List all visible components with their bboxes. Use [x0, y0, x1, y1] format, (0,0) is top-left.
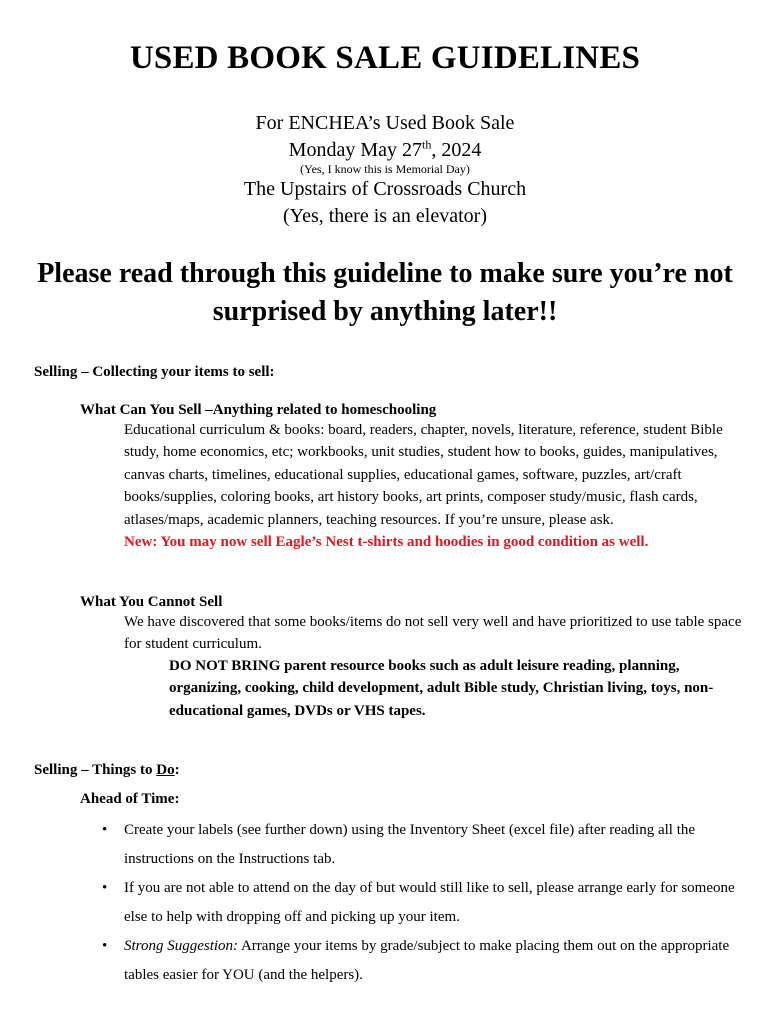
can-sell-heading: What Can You Sell –Anything related to homeschooling	[80, 402, 437, 418]
can-sell-body: Educational curriculum & books: board, readers, chapter, novels, literature, reference, student Bible study, home economics, etc; workbooks, unit studies, student how to books, guides, manipulatives, canvas charts, timelines, educational supplies, educational games, software, puzzles, art/craft books/supplies, coloring books, art history books, art prints, composer study/music, flash cards, atlases/maps, academic planners, teaching resources. If you’re unsure, please ask.	[124, 422, 723, 528]
can-sell-text	[124, 419, 744, 553]
page-title: USED BOOK SALE GUIDELINES	[129, 40, 641, 76]
list-item	[90, 874, 740, 931]
bullet-text: Arrange your items by grade/subject to make placing them out on the appropriate tables easier for YOU (and the helpers).	[124, 938, 730, 983]
cannot-sell-text: We have discovered that some books/items do not sell very well and have prioritized to use table space for student curriculum.	[124, 614, 742, 653]
event-date	[0, 137, 770, 163]
todo-heading-prefix: Selling – Things to	[34, 762, 157, 778]
bullet-lead: Strong Suggestion:	[124, 938, 239, 955]
event-date-prefix: Monday May 27	[288, 139, 422, 161]
event-date-suffix: , 2024	[431, 139, 482, 161]
event-location: The Upstairs of Crossroads Church	[243, 178, 527, 200]
bullet-icon: •	[102, 938, 108, 955]
list-item	[90, 932, 740, 989]
bullet-icon: •	[102, 880, 108, 897]
bullet-icon: •	[102, 822, 108, 838]
elevator-note: (Yes, there is an elevator)	[282, 205, 487, 227]
todo-heading-suffix: :	[174, 762, 180, 778]
event-line: For ENCHEA’s Used Book Sale	[255, 112, 515, 134]
bullet-text: Create your labels (see further down) using the Inventory Sheet (excel file) after reading all the instructions on the Instructions tab.	[124, 822, 696, 867]
read-notice: Please read through this guideline to make sure you’re not surprised by anything later!!	[37, 258, 733, 327]
cannot-sell-heading: What You Cannot Sell	[80, 594, 223, 610]
ahead-of-time-heading: Ahead of Time:	[80, 791, 180, 807]
todo-heading-underlined: Do	[156, 762, 175, 778]
section-todo-heading	[34, 762, 180, 779]
ahead-of-time-list	[90, 816, 740, 991]
event-date-sup: th	[421, 137, 432, 152]
list-item	[90, 816, 740, 873]
new-tshirt-note: New: You may now sell Eagle’s Nest t-shirts and hoodies in good condition as well.	[124, 534, 649, 551]
memorial-note: (Yes, I know this is Memorial Day)	[300, 162, 470, 176]
do-not-bring-note: DO NOT BRING parent resource books such as adult leisure reading, planning, organizing, cooking, child development, adult Bible study, Christian living, toys, non-educational games, DVDs or VHS tapes.	[169, 658, 714, 719]
section-collecting-heading: Selling – Collecting your items to sell:	[34, 364, 275, 380]
bullet-text: If you are not able to attend on the day of but would still like to sell, please arrange early for someone else to help with dropping off and picking up your item.	[124, 880, 735, 925]
